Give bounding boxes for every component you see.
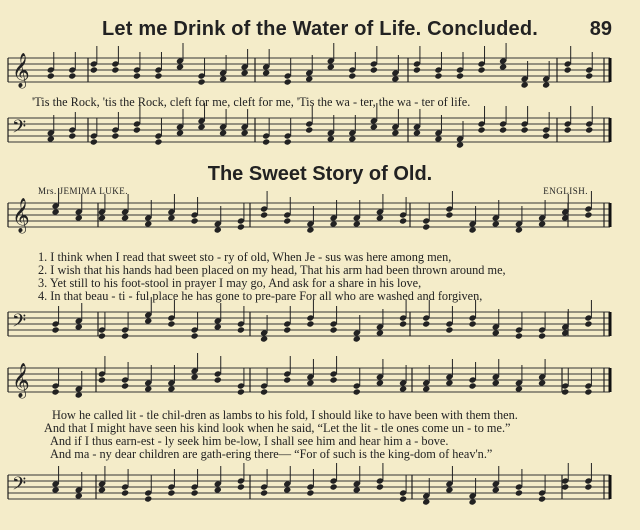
system3-bass-note: [167, 489, 175, 496]
system1-treble-note: [47, 72, 55, 79]
system1-bass-note: [585, 126, 593, 133]
system2-bass-clef: 𝄢: [12, 311, 27, 336]
page-title: Let me Drink of the Water of Life. Concluded.: [101, 18, 539, 40]
system3-bass-note: [121, 489, 129, 496]
system1-lyric: 'Tis the Rock, 'tis the Rock, cleft for me, cleft for me, 'Tis the wa - ter, the wa - ter of life.: [32, 95, 471, 109]
verse-2-line-2: And that I might have seen his kind look when he said, “Let the lit - tle ones come un - to me.”: [44, 421, 511, 435]
system3-treble-note: [121, 382, 129, 389]
system1-treble-clef: 𝄞: [12, 53, 30, 88]
system1-bass-note: [305, 126, 313, 133]
system3-treble-note: [283, 376, 291, 383]
verse-3-line-1: 3. Yet still to his foot-stool in prayer I may go, And ask for a share in his love,: [38, 276, 422, 290]
system2-bass-note: [329, 326, 337, 333]
system1-treble-note: [477, 66, 485, 73]
system2-treble-note: [260, 211, 268, 218]
system2-bass-note: [190, 332, 198, 339]
system1-treble-note: [370, 66, 378, 73]
system1-bass-note: [133, 126, 141, 133]
system1-treble-note: [564, 66, 572, 73]
system1-treble-note: [456, 72, 464, 79]
hymn-title: The Sweet Story of Old.: [207, 163, 433, 185]
verse-3-line-2: And if I thus earn-est - ly seek him be-low, I shall see him and hear him a - bove.: [50, 434, 449, 448]
verse-2-line-1: 2. I wish that his hands had been placed on my head, That his arm had been thrown around me,: [38, 263, 506, 277]
system2-bass-note: [468, 320, 476, 327]
system3-treble-note: [260, 388, 268, 395]
system2-bass-note: [445, 326, 453, 333]
system2-bass-note: [167, 320, 175, 327]
system1-bass-note: [154, 138, 162, 145]
system2-bass-note: [121, 332, 129, 339]
system1-treble-note: [133, 72, 141, 79]
system3-treble-note: [353, 388, 361, 395]
system1-treble-note: [413, 66, 421, 73]
system2-bass-note: [306, 320, 314, 327]
system1-bass-note: [111, 132, 119, 139]
system2-treble-note: [399, 217, 407, 224]
system3-bass-note: [399, 495, 407, 502]
system1-treble-note: [434, 72, 442, 79]
system3-bass-note: [329, 483, 337, 490]
system3-bass-note: [584, 483, 592, 490]
system3-treble-clef: 𝄞: [12, 363, 30, 398]
system3-bass-note: [144, 495, 152, 502]
system3-treble-note: [51, 388, 59, 395]
verse-1-line-2: How he called lit - tle chil-dren as lambs to his fold, I should like to have been with them then.: [52, 408, 518, 422]
system3-bass-note: [538, 495, 546, 502]
system2-bass-note: [422, 320, 430, 327]
system1-bass-note: [499, 126, 507, 133]
system2-bass-note: [98, 332, 106, 339]
system1-bass-clef: 𝄢: [12, 117, 27, 142]
system2-bass-note: [538, 332, 546, 339]
system2-treble-note: [237, 223, 245, 230]
system2-bass-note: [237, 326, 245, 333]
system1-treble-note: [284, 78, 292, 85]
system2-bass-note: [51, 326, 59, 333]
system2-bass-note: [515, 332, 523, 339]
system2-bass-note: [399, 320, 407, 327]
system2-bass-note: [283, 326, 291, 333]
system1-bass-note: [68, 132, 76, 139]
system1-treble-note: [111, 66, 119, 73]
system3-bass-note: [376, 483, 384, 490]
system2-treble-note: [445, 211, 453, 218]
system3-treble-note: [329, 376, 337, 383]
system3-treble-note: [237, 388, 245, 395]
hymn-author: Mrs. JEMIMA LUKE.: [38, 186, 129, 196]
system2-bass-note: [584, 320, 592, 327]
system2-treble-note: [584, 211, 592, 218]
system1-bass-note: [564, 126, 572, 133]
system3-bass-note: [190, 489, 198, 496]
system1-bass-note: [284, 138, 292, 145]
system2-treble-clef: 𝄞: [12, 198, 30, 233]
system3-bass-note: [237, 483, 245, 490]
system2-treble-note: [190, 217, 198, 224]
hymn-tune: ENGLISH.: [543, 186, 588, 196]
system3-treble-note: [214, 376, 222, 383]
verse-4-line-1: 4. In that beau - ti - ful place he has gone to pre-pare For all who are washed and forgiven,: [38, 289, 483, 303]
verse-4-line-2: And ma - ny dear children are gath-ering there— “For of such is the king-dom of heav'n.”: [50, 447, 493, 461]
system3-treble-note: [98, 376, 106, 383]
system2-treble-note: [283, 217, 291, 224]
system3-bass-clef: 𝄢: [12, 474, 27, 499]
page-number: 89: [589, 18, 612, 40]
system1-bass-note: [477, 126, 485, 133]
system1-bass-note: [542, 132, 550, 139]
system3-bass-note: [306, 489, 314, 496]
system3-bass-note: [515, 489, 523, 496]
system1-treble-note: [348, 72, 356, 79]
system1-treble-note: [154, 72, 162, 79]
system1-bass-note: [262, 138, 270, 145]
system1-treble-note: [197, 78, 205, 85]
system1-treble-note: [585, 72, 593, 79]
system3-treble-note: [468, 382, 476, 389]
system3-bass-note: [260, 489, 268, 496]
system3-treble-note: [584, 388, 592, 395]
system1-bass-note: [521, 126, 529, 133]
system1-treble-note: [90, 66, 98, 73]
system2-treble-note: [422, 223, 430, 230]
system1-bass-note: [90, 138, 98, 145]
verse-1-line-1: 1. I think when I read that sweet sto - ry of old, When Je - sus was here among men,: [38, 250, 452, 264]
system1-treble-note: [68, 72, 76, 79]
